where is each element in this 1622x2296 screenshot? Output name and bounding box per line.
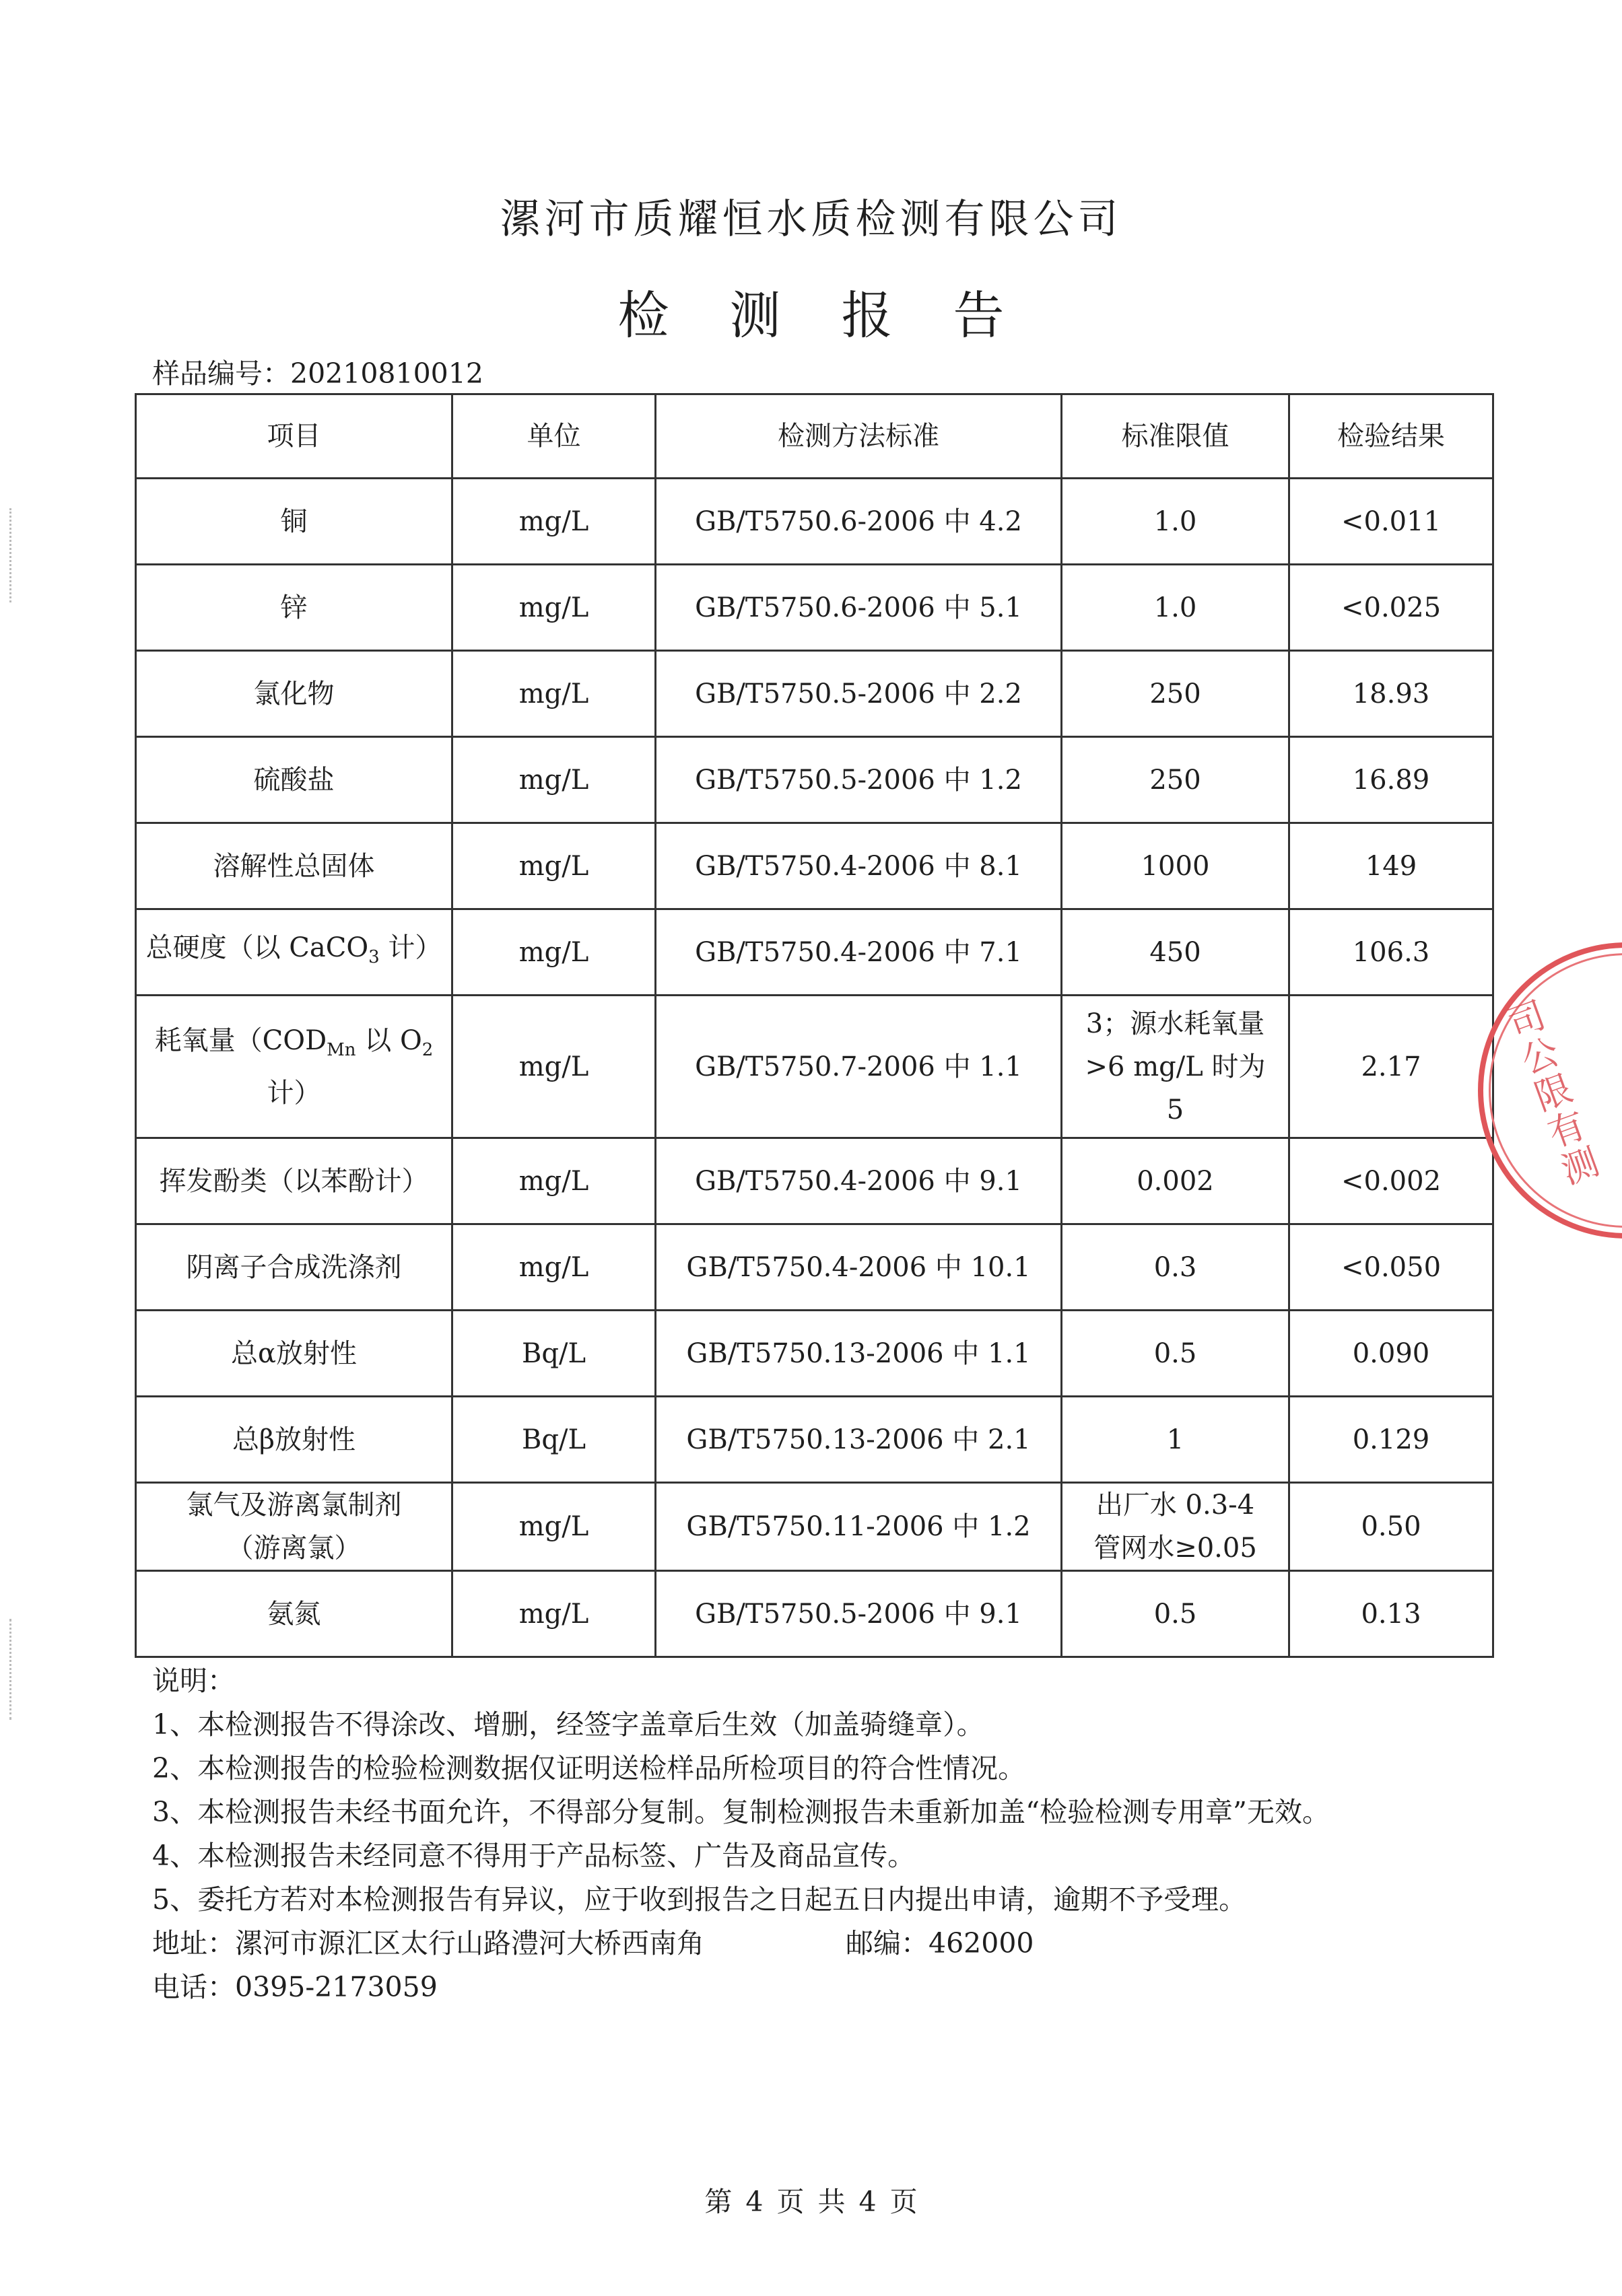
cell-result: 2.17 — [1289, 996, 1493, 1138]
cell-method: GB/T5750.13-2006 中 2.1 — [656, 1397, 1062, 1483]
cell-method: GB/T5750.13-2006 中 1.1 — [656, 1311, 1062, 1397]
notes-heading: 说明： — [152, 1665, 235, 1697]
cell-method: GB/T5750.7-2006 中 1.1 — [656, 996, 1062, 1138]
note-item: 1、本检测报告不得涂改、增删，经签字盖章后生效（加盖骑缝章）。 — [152, 1708, 984, 1741]
postcode: 邮编：462000 — [846, 1927, 1034, 1959]
cell-item-part: 耗氧量（COD — [154, 1024, 327, 1056]
cell-result: 0.13 — [1289, 1571, 1493, 1657]
cell-item: 锌 — [136, 565, 452, 651]
cell-limit: 0.002 — [1062, 1138, 1289, 1224]
table-row — [136, 996, 1493, 1138]
cell-item-part: 2 — [421, 1039, 434, 1060]
page-label: 页 — [776, 2186, 805, 2218]
cell-unit: Bq/L — [452, 1397, 656, 1483]
sample-number-value: 20210810012 — [290, 357, 483, 390]
report-title: 检测报告 — [617, 285, 1065, 345]
cell-limit: 250 — [1062, 737, 1289, 823]
cell-unit: mg/L — [452, 1483, 656, 1571]
cell-unit: mg/L — [452, 909, 656, 996]
sample-number — [152, 351, 483, 391]
cell-item-line: 氯气及游离氯制剂 — [186, 1490, 402, 1521]
cell-item — [136, 996, 452, 1138]
total-label: 共 — [817, 2186, 846, 2218]
cell-result: 16.89 — [1289, 737, 1493, 823]
notes-section — [152, 1659, 1499, 2009]
cell-method: GB/T5750.6-2006 中 4.2 — [656, 479, 1062, 565]
header-result: 检验结果 — [1289, 394, 1493, 479]
cell-item-part: Mn — [327, 1039, 356, 1060]
table-row — [136, 1224, 1493, 1311]
table-row — [136, 1138, 1493, 1224]
header-limit: 标准限值 — [1062, 394, 1289, 479]
cell-limit: 1000 — [1062, 823, 1289, 909]
cell-result: 149 — [1289, 823, 1493, 909]
table-row — [136, 1311, 1493, 1397]
cell-item: 阴离子合成洗涤剂 — [136, 1224, 452, 1311]
cell-item-part: 以 O — [356, 1024, 422, 1056]
table-row — [136, 1397, 1493, 1483]
table-row — [136, 651, 1493, 737]
note-item: 5、委托方若对本检测报告有异议，应于收到报告之日起五日内提出申请，逾期不予受理。 — [152, 1883, 1247, 1916]
table-row — [136, 823, 1493, 909]
table-header-row — [136, 394, 1493, 479]
cell-unit: Bq/L — [452, 1311, 656, 1397]
cell-result: <0.050 — [1289, 1224, 1493, 1311]
note-item: 3、本检测报告未经书面允许，不得部分复制。复制检测报告未重新加盖“检验检测专用章”无效。 — [152, 1796, 1330, 1828]
cell-result: 0.50 — [1289, 1483, 1493, 1571]
cell-unit: mg/L — [452, 1571, 656, 1657]
cell-item-part: 计） — [379, 932, 442, 963]
cell-result: <0.025 — [1289, 565, 1493, 651]
cell-unit: mg/L — [452, 823, 656, 909]
cell-method: GB/T5750.4-2006 中 10.1 — [656, 1224, 1062, 1311]
header-item: 项目 — [136, 394, 452, 479]
cell-item: 总α放射性 — [136, 1311, 452, 1397]
seal-text: 司公限有测 — [1497, 994, 1604, 1193]
cell-item: 溶解性总固体 — [136, 823, 452, 909]
cell-unit: mg/L — [452, 479, 656, 565]
table-row — [136, 909, 1493, 996]
scan-mark — [9, 1619, 17, 1720]
cell-limit: 0.5 — [1062, 1571, 1289, 1657]
page-label: 第 — [704, 2186, 733, 2218]
cell-method: GB/T5750.11-2006 中 1.2 — [656, 1483, 1062, 1571]
cell-limit — [1062, 1483, 1289, 1571]
cell-limit: 450 — [1062, 909, 1289, 996]
cell-item — [136, 909, 452, 996]
table-row — [136, 737, 1493, 823]
cell-limit-line: 管网水≥0.05 — [1093, 1533, 1257, 1564]
cell-result: 0.090 — [1289, 1311, 1493, 1397]
cell-method: GB/T5750.5-2006 中 1.2 — [656, 737, 1062, 823]
scan-mark — [9, 508, 17, 602]
cell-unit: mg/L — [452, 1138, 656, 1224]
cell-item: 氯化物 — [136, 651, 452, 737]
cell-item-line: （游离氯） — [226, 1533, 362, 1564]
cell-unit: mg/L — [452, 996, 656, 1138]
cell-method: GB/T5750.4-2006 中 9.1 — [656, 1138, 1062, 1224]
address: 地址：漯河市源汇区太行山路澧河大桥西南角 — [152, 1927, 704, 1959]
page-label: 页 — [889, 2186, 918, 2218]
cell-item: 氨氮 — [136, 1571, 452, 1657]
cell-limit: 250 — [1062, 651, 1289, 737]
table-row — [136, 565, 1493, 651]
cell-result: 18.93 — [1289, 651, 1493, 737]
cell-item-part: 3 — [368, 946, 380, 967]
cell-limit: 0.5 — [1062, 1311, 1289, 1397]
cell-limit-line: 出厂水 0.3-4 — [1095, 1490, 1255, 1521]
cell-method: GB/T5750.4-2006 中 7.1 — [656, 909, 1062, 996]
table-row — [136, 479, 1493, 565]
results-table — [135, 393, 1494, 1658]
header-unit: 单位 — [452, 394, 656, 479]
table-row — [136, 1483, 1493, 1571]
company-name: 漯河市质耀恒水质检测有限公司 — [500, 196, 1122, 243]
cell-result: <0.002 — [1289, 1138, 1493, 1224]
cell-limit: 0.3 — [1062, 1224, 1289, 1311]
cell-method: GB/T5750.4-2006 中 8.1 — [656, 823, 1062, 909]
cell-method: GB/T5750.5-2006 中 2.2 — [656, 651, 1062, 737]
note-item: 4、本检测报告未经同意不得用于产品标签、广告及商品宣传。 — [152, 1840, 916, 1872]
cell-item: 硫酸盐 — [136, 737, 452, 823]
cell-limit: 1.0 — [1062, 565, 1289, 651]
address-row — [152, 1922, 1499, 1965]
cell-method: GB/T5750.5-2006 中 9.1 — [656, 1571, 1062, 1657]
cell-limit: 1 — [1062, 1397, 1289, 1483]
company-seal-stamp — [1478, 942, 1622, 1252]
cell-unit: mg/L — [452, 1224, 656, 1311]
cell-result: 106.3 — [1289, 909, 1493, 996]
page-footer — [0, 2180, 1622, 2219]
cell-method: GB/T5750.6-2006 中 5.1 — [656, 565, 1062, 651]
cell-item-part: 计） — [267, 1077, 321, 1109]
cell-item-part: 总硬度（以 CaCO — [145, 932, 369, 963]
header-method: 检测方法标准 — [656, 394, 1062, 479]
note-item: 2、本检测报告的检验检测数据仅证明送检样品所检项目的符合性情况。 — [152, 1752, 1026, 1784]
table-row — [136, 1571, 1493, 1657]
total-pages: 4 — [858, 2186, 877, 2218]
cell-item: 挥发酚类（以苯酚计） — [136, 1138, 452, 1224]
cell-unit: mg/L — [452, 651, 656, 737]
cell-limit: 1.0 — [1062, 479, 1289, 565]
cell-unit: mg/L — [452, 737, 656, 823]
sample-number-label: 样品编号： — [152, 357, 290, 390]
cell-result: 0.129 — [1289, 1397, 1493, 1483]
cell-unit: mg/L — [452, 565, 656, 651]
phone: 电话：0395-2173059 — [152, 1971, 438, 2003]
page-number: 4 — [745, 2186, 764, 2218]
cell-item: 铜 — [136, 479, 452, 565]
cell-limit: 3；源水耗氧量>6 mg/L 时为 5 — [1062, 996, 1289, 1138]
cell-result: <0.011 — [1289, 479, 1493, 565]
cell-item — [136, 1483, 452, 1571]
cell-item: 总β放射性 — [136, 1397, 452, 1483]
